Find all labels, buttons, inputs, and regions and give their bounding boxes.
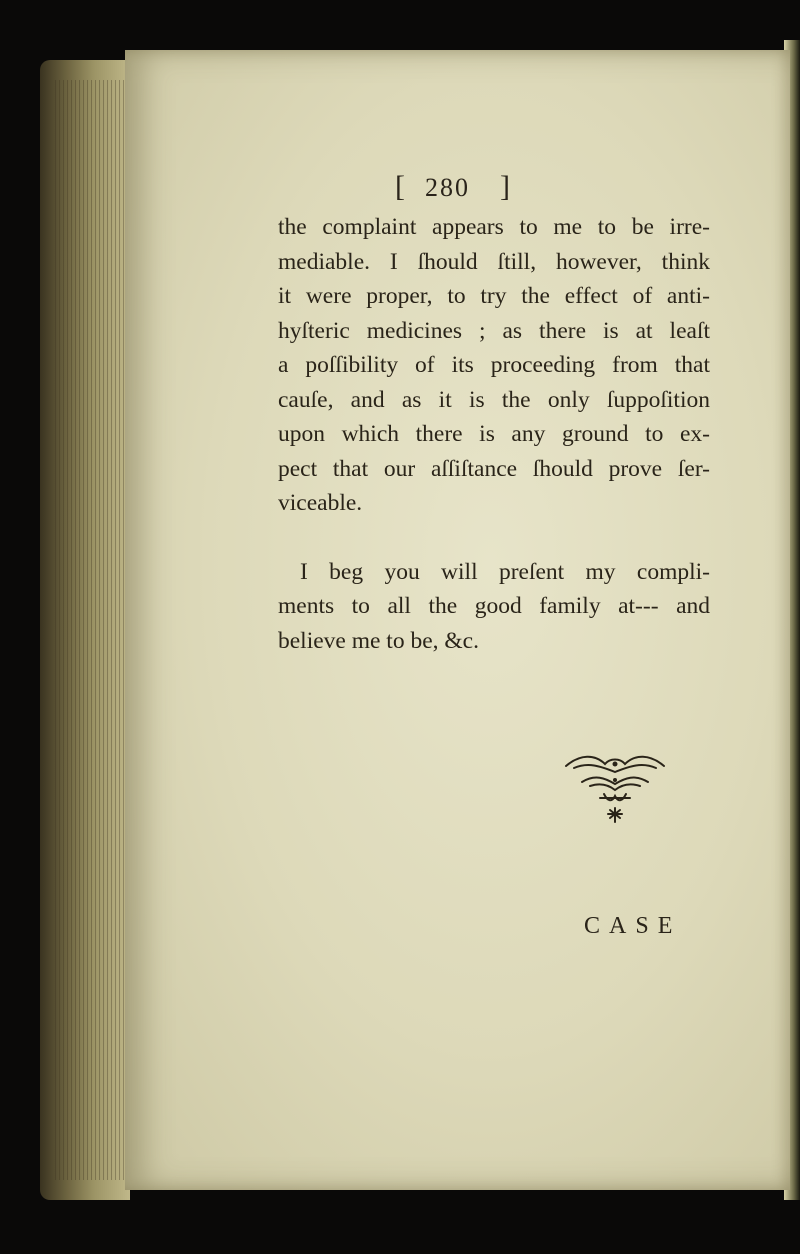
paragraph-2 xyxy=(278,555,710,659)
paragraph-1 xyxy=(278,210,710,521)
text-line: ments to all the good family at--- and xyxy=(278,593,710,619)
page-edge-texture xyxy=(55,80,125,1180)
printers-ornament-icon xyxy=(560,752,670,832)
text-line: hyſteric medicines ; as there is at leaſt xyxy=(278,317,710,344)
bracket-open: [ xyxy=(395,170,407,203)
catchword: CASE xyxy=(584,913,682,939)
page-header xyxy=(395,170,512,204)
text-line: it were proper, to try the effect of anti- xyxy=(278,283,710,309)
text-line: believe me to be, &c. xyxy=(278,627,479,654)
text-line: the complaint appears to me to be irre- xyxy=(278,214,710,240)
text-line: I beg you will preſent my compli- xyxy=(300,558,710,585)
text-line: mediable. I ſhould ſtill, however, think xyxy=(278,248,710,275)
text-line: viceable. xyxy=(278,490,363,516)
text-line: upon which there is any ground to ex- xyxy=(278,421,710,447)
body-text xyxy=(278,210,710,658)
bracket-close: ] xyxy=(500,170,512,203)
text-line: a poſſibility of its proceeding from that xyxy=(278,352,710,378)
page-number: 280 xyxy=(425,173,470,202)
text-line: pect that our aſſiſtance ſhould prove ſer- xyxy=(278,455,710,482)
text-line: cauſe, and as it is the only ſuppoſition xyxy=(278,386,710,413)
